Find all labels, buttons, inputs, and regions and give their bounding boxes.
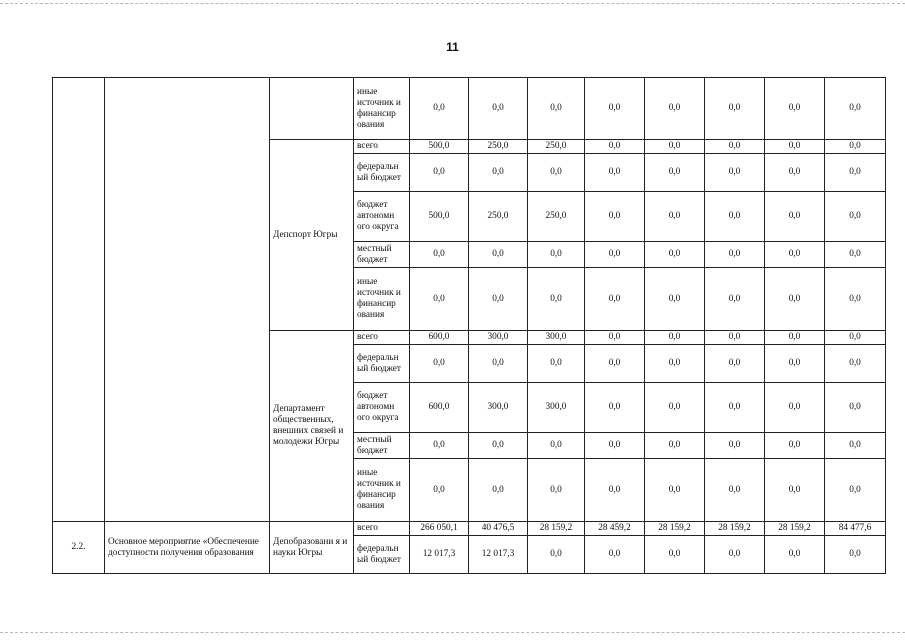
value-cell: 0,0 xyxy=(410,78,469,140)
value-cell: 300,0 xyxy=(528,331,585,345)
value-cell: 0,0 xyxy=(645,242,705,268)
value-cell: 0,0 xyxy=(645,78,705,140)
value-cell: 0,0 xyxy=(585,459,645,522)
value-cell: 0,0 xyxy=(705,78,765,140)
value-cell: 28 159,2 xyxy=(528,522,585,536)
funding-source-cell: иные источник и финансир ования xyxy=(354,268,410,331)
executor-cell: Депспорт Югры xyxy=(270,140,354,331)
value-cell: 0,0 xyxy=(645,459,705,522)
funding-source-cell: всего xyxy=(354,140,410,154)
value-cell: 0,0 xyxy=(825,78,886,140)
value-cell: 0,0 xyxy=(825,154,886,192)
value-cell: 0,0 xyxy=(528,78,585,140)
value-cell: 0,0 xyxy=(705,331,765,345)
executor-cell: Депобразовани я и науки Югры xyxy=(270,522,354,574)
budget-table xyxy=(52,77,886,574)
scan-edge-bottom xyxy=(0,632,905,633)
value-cell: 0,0 xyxy=(705,433,765,459)
value-cell: 0,0 xyxy=(705,242,765,268)
value-cell: 0,0 xyxy=(825,383,886,433)
value-cell: 0,0 xyxy=(585,268,645,331)
value-cell: 0,0 xyxy=(825,459,886,522)
value-cell: 0,0 xyxy=(765,242,825,268)
value-cell: 300,0 xyxy=(469,383,528,433)
value-cell: 0,0 xyxy=(469,345,528,383)
value-cell: 300,0 xyxy=(528,383,585,433)
value-cell: 0,0 xyxy=(410,433,469,459)
value-cell: 28 159,2 xyxy=(705,522,765,536)
value-cell: 0,0 xyxy=(528,536,585,574)
value-cell: 0,0 xyxy=(528,345,585,383)
value-cell: 0,0 xyxy=(765,331,825,345)
value-cell: 250,0 xyxy=(528,140,585,154)
value-cell: 0,0 xyxy=(645,192,705,242)
value-cell: 0,0 xyxy=(705,140,765,154)
value-cell: 250,0 xyxy=(469,140,528,154)
value-cell: 0,0 xyxy=(585,383,645,433)
value-cell: 0,0 xyxy=(765,345,825,383)
value-cell: 0,0 xyxy=(765,433,825,459)
value-cell: 0,0 xyxy=(825,140,886,154)
continuation-name-cell xyxy=(105,78,270,522)
table-row xyxy=(53,78,886,140)
value-cell: 0,0 xyxy=(825,433,886,459)
value-cell: 0,0 xyxy=(585,140,645,154)
value-cell: 0,0 xyxy=(825,242,886,268)
value-cell: 0,0 xyxy=(469,78,528,140)
value-cell: 0,0 xyxy=(469,459,528,522)
value-cell: 0,0 xyxy=(645,383,705,433)
value-cell: 300,0 xyxy=(469,331,528,345)
value-cell: 0,0 xyxy=(469,268,528,331)
value-cell: 0,0 xyxy=(528,242,585,268)
value-cell: 0,0 xyxy=(585,78,645,140)
value-cell: 600,0 xyxy=(410,331,469,345)
value-cell: 0,0 xyxy=(585,433,645,459)
value-cell: 0,0 xyxy=(645,140,705,154)
value-cell: 266 050,1 xyxy=(410,522,469,536)
value-cell: 0,0 xyxy=(765,536,825,574)
value-cell: 0,0 xyxy=(765,268,825,331)
value-cell: 0,0 xyxy=(765,78,825,140)
value-cell: 0,0 xyxy=(825,345,886,383)
value-cell: 0,0 xyxy=(469,154,528,192)
value-cell: 0,0 xyxy=(528,154,585,192)
value-cell: 0,0 xyxy=(705,192,765,242)
value-cell: 500,0 xyxy=(410,140,469,154)
value-cell: 0,0 xyxy=(765,383,825,433)
value-cell: 28 459,2 xyxy=(585,522,645,536)
funding-source-cell: всего xyxy=(354,522,410,536)
value-cell: 0,0 xyxy=(585,536,645,574)
value-cell: 0,0 xyxy=(825,331,886,345)
table-row xyxy=(53,522,886,536)
value-cell: 0,0 xyxy=(825,192,886,242)
value-cell: 28 159,2 xyxy=(645,522,705,536)
value-cell: 0,0 xyxy=(585,192,645,242)
value-cell: 0,0 xyxy=(585,154,645,192)
value-cell: 600,0 xyxy=(410,383,469,433)
value-cell: 0,0 xyxy=(765,154,825,192)
value-cell: 250,0 xyxy=(528,192,585,242)
value-cell: 0,0 xyxy=(825,536,886,574)
continuation-executor-cell xyxy=(270,78,354,140)
funding-source-cell: местный бюджет xyxy=(354,433,410,459)
value-cell: 0,0 xyxy=(528,268,585,331)
value-cell: 0,0 xyxy=(645,433,705,459)
funding-source-cell: бюджет автономн ого округа xyxy=(354,383,410,433)
funding-source-cell: бюджет автономн ого округа xyxy=(354,192,410,242)
page-number: 11 xyxy=(446,40,459,54)
value-cell: 0,0 xyxy=(645,268,705,331)
funding-source-cell: иные источник и финансир ования xyxy=(354,459,410,522)
value-cell: 0,0 xyxy=(645,536,705,574)
value-cell: 0,0 xyxy=(585,331,645,345)
value-cell: 0,0 xyxy=(410,242,469,268)
value-cell: 500,0 xyxy=(410,192,469,242)
value-cell: 0,0 xyxy=(410,459,469,522)
funding-source-cell: федеральн ый бюджет xyxy=(354,154,410,192)
value-cell: 84 477,6 xyxy=(825,522,886,536)
value-cell: 0,0 xyxy=(528,459,585,522)
value-cell: 0,0 xyxy=(765,459,825,522)
value-cell: 12 017,3 xyxy=(410,536,469,574)
scan-edge-top xyxy=(0,3,905,4)
funding-source-cell: всего xyxy=(354,331,410,345)
value-cell: 0,0 xyxy=(469,242,528,268)
value-cell: 12 017,3 xyxy=(469,536,528,574)
value-cell: 0,0 xyxy=(410,268,469,331)
funding-source-cell: федеральн ый бюджет xyxy=(354,345,410,383)
funding-source-cell: федеральн ый бюджет xyxy=(354,536,410,574)
value-cell: 0,0 xyxy=(705,536,765,574)
value-cell: 0,0 xyxy=(705,459,765,522)
value-cell: 0,0 xyxy=(705,154,765,192)
value-cell: 0,0 xyxy=(469,433,528,459)
value-cell: 0,0 xyxy=(410,345,469,383)
value-cell: 0,0 xyxy=(705,383,765,433)
value-cell: 0,0 xyxy=(585,242,645,268)
value-cell: 0,0 xyxy=(765,140,825,154)
value-cell: 250,0 xyxy=(469,192,528,242)
item-number-cell: 2.2. xyxy=(53,522,105,574)
value-cell: 0,0 xyxy=(645,331,705,345)
value-cell: 0,0 xyxy=(585,345,645,383)
executor-cell: Департамент общественных, внешних связей и молодежи Югры xyxy=(270,331,354,522)
value-cell: 0,0 xyxy=(825,268,886,331)
value-cell: 0,0 xyxy=(705,345,765,383)
funding-source-cell: местный бюджет xyxy=(354,242,410,268)
value-cell: 0,0 xyxy=(645,154,705,192)
value-cell: 0,0 xyxy=(705,268,765,331)
value-cell: 0,0 xyxy=(765,192,825,242)
value-cell: 0,0 xyxy=(528,433,585,459)
value-cell: 0,0 xyxy=(645,345,705,383)
value-cell: 40 476,5 xyxy=(469,522,528,536)
value-cell: 28 159,2 xyxy=(765,522,825,536)
funding-source-cell: иные источник и финансир ования xyxy=(354,78,410,140)
continuation-number-cell xyxy=(53,78,105,522)
value-cell: 0,0 xyxy=(410,154,469,192)
item-name-cell: Основное мероприятие «Обеспечение доступности получения образования xyxy=(105,522,270,574)
